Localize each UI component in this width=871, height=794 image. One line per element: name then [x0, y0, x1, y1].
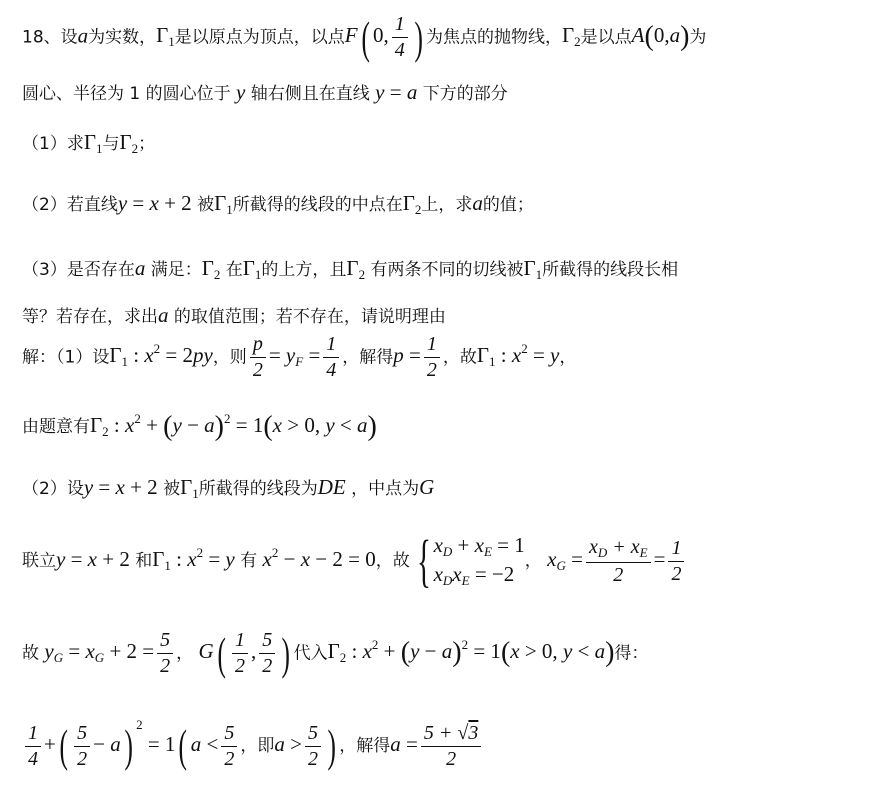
text-segment: 所截得的线段为 [198, 479, 318, 499]
math-p-value: p = $\frac{1}{2}$ [393, 343, 443, 367]
math-line-y-eq-a: y = a [375, 80, 418, 104]
text-segment: ， [524, 551, 542, 571]
math-gamma2-def: $\Gamma_2$ : $x^2 + (y - a)^2 = 1(x > 0$, y < a) [327, 637, 615, 669]
text-segment: 与 [102, 134, 120, 154]
math-quadratic: $x^2 - x - 2 = 0$ [262, 545, 376, 571]
math-y: y [236, 80, 246, 104]
math-gamma2: $\Gamma_2$ [119, 130, 139, 156]
math-gamma1: $\Gamma_1$ [214, 191, 233, 217]
text-segment: ，解得 [339, 736, 391, 756]
text-segment: 的值； [482, 195, 534, 215]
solution-line-1 [22, 334, 576, 381]
math-point-g: G( $\frac{1}{2}$ , $\frac{5}{2}$ ) [198, 627, 291, 679]
solution-line-5 [22, 627, 649, 679]
problem-line-2 [22, 82, 508, 103]
text-segment: ； [138, 134, 156, 154]
text-segment: 所截得的线段的中点在 [232, 195, 403, 215]
question-3-line-1 [22, 258, 678, 281]
math-a: a [158, 303, 169, 327]
solution-line-6 [22, 718, 484, 770]
math-vieta-system: { $x_D + x_E = 1$ $x_Dx_E = -2$ [416, 528, 525, 593]
text-segment: 为实数， [88, 27, 157, 48]
solution-line-3 [22, 477, 434, 500]
math-gamma1: $\Gamma_1$ [156, 23, 175, 50]
math-yg: $y_G = x_G + 2$ = $\frac{5}{2}$ [44, 639, 176, 663]
text-segment: 轴右侧且在直线 [250, 84, 370, 104]
text-segment: 有 [240, 551, 258, 571]
text-segment: 故 [22, 643, 39, 664]
solution-line-2 [22, 412, 377, 441]
math-gamma1-eq: $\Gamma_1$ : $x^2 = y$ [152, 545, 235, 573]
question-2-line [22, 193, 534, 216]
text-segment: 等？若存在，求出 [22, 307, 158, 327]
text-segment: 为焦点的抛物线， [426, 27, 563, 48]
text-segment: 在 [225, 260, 243, 280]
math-gamma2: $\Gamma_2$ [402, 191, 422, 217]
math-line-eq: y = x + 2 [56, 547, 130, 571]
text-segment: 被 [197, 195, 215, 215]
text-segment: 联立 [22, 551, 56, 571]
text-segment: ， [559, 347, 577, 368]
text-segment: 解：（1）设 [22, 347, 110, 368]
math-xg: $x_G$ = $\frac{x_D + x_E}{2}$ = $\frac{1}{2}$ [547, 547, 687, 571]
math-gamma1: $\Gamma_1$ [242, 256, 262, 282]
text-segment: 的上方，且 [261, 260, 347, 280]
text-segment: 有两条不同的切线被 [370, 260, 524, 280]
math-gamma1: $\Gamma_1$ [180, 475, 199, 501]
text-segment: 是以原点为顶点，以点 [174, 27, 345, 48]
text-segment: 满足： [150, 260, 202, 280]
text-segment: （2）若直线 [22, 195, 118, 215]
math-point-a: A(0,a) [631, 21, 690, 53]
text-segment: 下方的部分 [422, 84, 508, 104]
math-gamma1: $\Gamma_1$ [523, 256, 543, 282]
text-segment: 和 [135, 551, 153, 571]
math-gamma2: $\Gamma_2$ [201, 256, 221, 282]
text-segment: 得： [614, 643, 649, 664]
text-segment: 上，求 [421, 195, 473, 215]
math-a: a [134, 256, 146, 280]
text-segment: 圆心、半径为 1 的圆心位于 [22, 84, 231, 104]
math-gamma1-result: $\Gamma_1$ : $x^2 = y$ [476, 341, 560, 370]
math-parabola-def: $\Gamma_1$ : $x^2 = 2py$ [109, 341, 213, 370]
text-segment: 为 [689, 27, 707, 48]
text-segment: 所截得的线段长相 [542, 260, 679, 280]
problem-line-1 [22, 11, 707, 63]
text-segment: （3）是否存在 [22, 260, 135, 280]
question-1-line [22, 132, 155, 155]
problem-number-text: 18、设 [22, 27, 78, 48]
math-gamma2: $\Gamma_2$ [346, 256, 366, 282]
text-segment: 由题意有 [22, 417, 90, 437]
text-segment: 是以点 [580, 27, 632, 48]
question-3-line-2 [22, 305, 446, 326]
math-a-gt: a > $\frac{5}{2}$ ) [274, 720, 336, 772]
math-gamma2: $\Gamma_2$ [562, 23, 581, 50]
text-segment: ，即 [240, 736, 275, 756]
math-gamma2-def: $\Gamma_2$ : $x^2 + (y - a)^2 = 1(x > 0$, y < a) [90, 411, 377, 443]
math-a: a [472, 191, 483, 215]
math-focus-point: F( 0, $\frac{1}{4}$ ) [344, 11, 423, 63]
text-segment: （2）设 [22, 479, 84, 499]
math-g: G [419, 475, 435, 499]
text-segment: ，故 [442, 347, 477, 368]
math-a-answer: a = $\frac{5 + √3}{2}$ [390, 732, 484, 756]
math-line-eq: y = x + 2 [117, 191, 192, 215]
math-line-eq: y = x + 2 [83, 475, 158, 499]
text-segment: ，解得 [342, 347, 394, 368]
math-p-half-eq-yf: $\frac{p}{2}$ = $y_F$ = $\frac{1}{4}$ [247, 343, 342, 367]
math-gamma1: $\Gamma_1$ [83, 130, 103, 156]
text-segment: 被 [163, 479, 181, 499]
text-segment: ， [176, 643, 194, 664]
text-segment: （1）求 [22, 134, 84, 154]
math-de: DE [317, 475, 346, 499]
text-segment: 的取值范围；若不存在，请说明理由 [173, 307, 446, 327]
text-segment: ，故 [375, 551, 410, 571]
text-segment: ，则 [212, 347, 247, 368]
solution-line-4 [22, 528, 687, 593]
math-final-equation: $\frac{1}{4}$ +( $\frac{5}{2}$ − a) $^2$ = 1( a < $\frac{5}{2}$ [22, 732, 240, 756]
text-segment: ，中点为 [351, 479, 420, 499]
text-segment: 代入 [293, 643, 328, 664]
math-a: a [77, 23, 89, 48]
